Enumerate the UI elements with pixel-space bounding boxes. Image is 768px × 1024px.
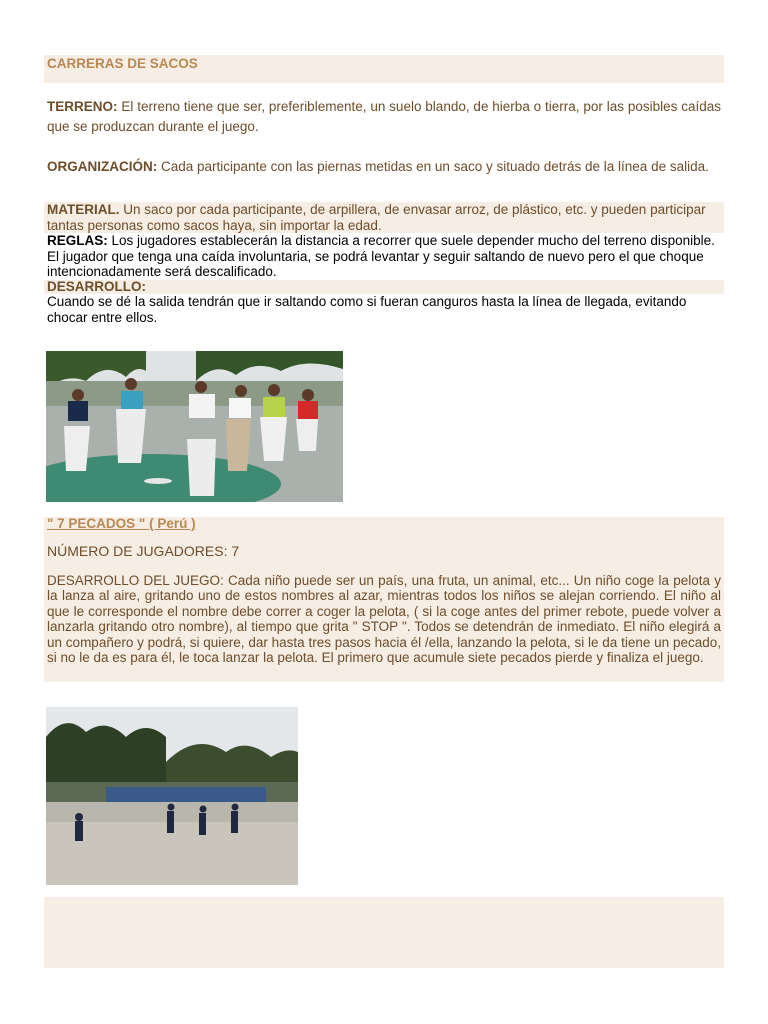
pecados-title-text: " 7 PECADOS " ( Perú ) [47, 516, 196, 531]
material-label: MATERIAL. [47, 202, 120, 217]
material-paragraph [47, 202, 721, 233]
desarrollo-text: Cuando se dé la salida tendrán que ir saltando como si fueran canguros hasta la línea de llegada, evitando chocar entre ellos. [47, 294, 687, 325]
section-title-text: CARRERAS DE SACOS [47, 56, 198, 71]
organizacion-paragraph [47, 157, 721, 177]
reglas-label: REGLAS: [47, 233, 108, 248]
reglas-text: Los jugadores establecerán la distancia a recorrer que suele depender mucho del terreno disponible. El jugador que tenga una caída involuntaria, se podrá levantar y seguir saltando de nuevo pero el que choque intencionadamente será descalificado. [47, 233, 715, 279]
pecados-desarrollo-paragraph [47, 573, 721, 665]
organizacion-text: Cada participante con las piernas metidas en un saco y situado detrás de la línea de salida. [161, 159, 709, 174]
desarrollo-paragraph [47, 294, 721, 325]
bottom-band [44, 897, 724, 968]
material-text: Un saco por cada participante, de arpillera, de envasar arroz, de plástico, etc. y pueden participar tantas personas como sacos haya, sin importar la edad. [47, 202, 706, 233]
section-title [47, 56, 721, 71]
sack-race-photo [46, 351, 343, 502]
reglas-paragraph [47, 233, 721, 280]
terreno-paragraph [47, 97, 721, 136]
terreno-label: TERRENO: [47, 99, 118, 114]
organizacion-label: ORGANIZACIÓN: [47, 159, 158, 174]
playground-photo [46, 707, 298, 885]
pecados-title [47, 516, 721, 532]
terreno-text: El terreno tiene que ser, preferiblemente, un suelo blando, de hierba o tierra, por las posibles caídas que se produzcan durante el juego. [47, 99, 721, 134]
jugadores-line [47, 543, 721, 559]
desarrollo-label: DESARROLLO: [47, 279, 146, 294]
pecados-desarrollo-text: DESARROLLO DEL JUEGO: Cada niño puede ser un país, una fruta, un animal, etc... Un niño coge la pelota y la lanza al aire, gritando uno de estos nombres al azar, mientras todos los niños se alejan corriendo. El niño al que le corresponde el nombre debe correr a coger la pelota, ( si la coge antes del primer rebote, puede volver a lanzarla gritando otro nombre), al tiempo que grita " STOP ". Todos se detendrán de inmediato. El niño elegirá a un compañero y podrá, si quiere, dar hasta tres pasos hacia él /ella, lanzando la pelota, si le da tiene un pecado, si no le da es para él, le toca lanzar la pelota. El primero que acumule siete pecados pierde y finaliza el juego. [47, 573, 721, 666]
desarrollo-label-line [47, 279, 721, 295]
jugadores-text: NÚMERO DE JUGADORES: 7 [47, 543, 240, 559]
